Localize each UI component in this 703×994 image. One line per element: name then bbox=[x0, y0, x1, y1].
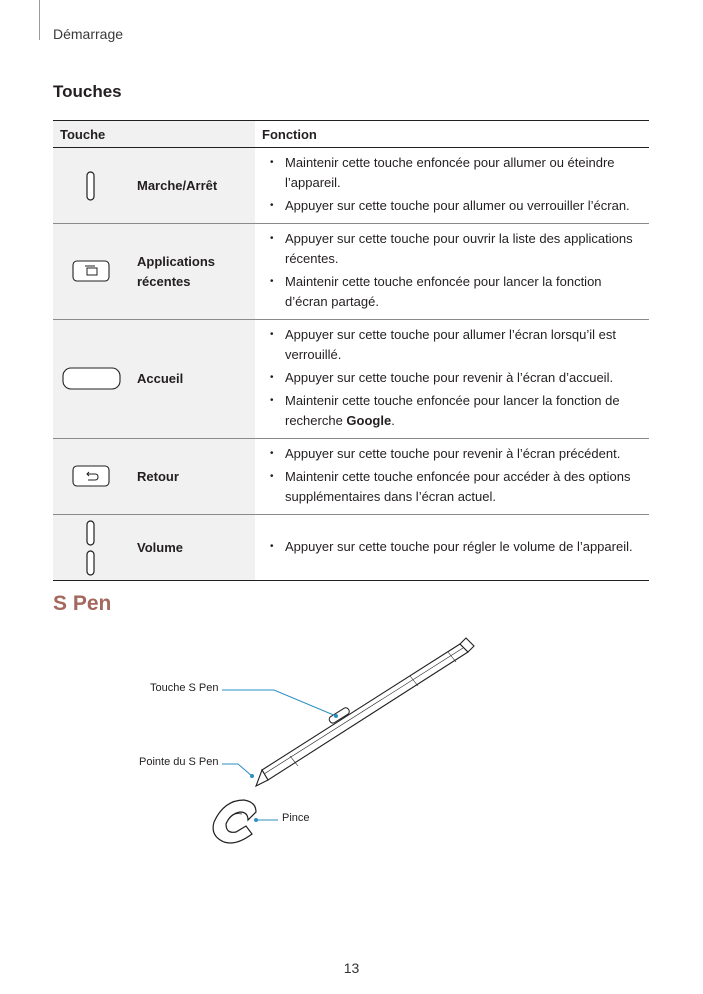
list-item: • Appuyer sur cette touche pour régler le volume de l’appareil. bbox=[269, 537, 639, 557]
key-icon-cell bbox=[53, 320, 129, 439]
header-rule bbox=[39, 0, 40, 40]
section-title-spen: S Pen bbox=[53, 592, 112, 615]
key-function bbox=[255, 320, 649, 439]
spen-clip-icon bbox=[213, 800, 256, 843]
callout-dot bbox=[250, 774, 254, 778]
table-row bbox=[53, 148, 649, 224]
list-item: • Appuyer sur cette touche pour allumer ou verrouiller l’écran. bbox=[269, 196, 639, 216]
list-item: • Appuyer sur cette touche pour revenir à l’écran précédent. bbox=[269, 444, 639, 464]
key-name: Applications récentes bbox=[129, 224, 255, 320]
list-item: • Maintenir cette touche enfoncée pour accéder à des options supplémentaires dans l’écran actuel. bbox=[269, 467, 639, 507]
key-function bbox=[255, 224, 649, 320]
key-function bbox=[255, 439, 649, 515]
callout-label-clip: Pince bbox=[282, 812, 310, 824]
key-icon-cell bbox=[53, 515, 129, 581]
recent-apps-key-icon bbox=[53, 252, 129, 292]
spen-illustration bbox=[0, 620, 703, 860]
page-number: 13 bbox=[343, 960, 360, 976]
list-item: • Maintenir cette touche enfoncée pour lancer la fonction d’écran partagé. bbox=[269, 272, 639, 312]
running-header: Démarrage bbox=[53, 26, 124, 42]
spen-body bbox=[256, 638, 474, 786]
callout-label-button: Touche S Pen bbox=[150, 682, 219, 694]
key-icon-cell bbox=[53, 148, 129, 224]
table-row bbox=[53, 224, 649, 320]
list-item: • Appuyer sur cette touche pour ouvrir la liste des applications récentes. bbox=[269, 229, 639, 269]
list-item: • Maintenir cette touche enfoncée pour allumer ou éteindre l’appareil. bbox=[269, 153, 639, 193]
key-name: Retour bbox=[129, 439, 255, 515]
column-header-function: Fonction bbox=[255, 121, 649, 148]
power-key-icon bbox=[53, 166, 129, 206]
key-icon-cell bbox=[53, 439, 129, 515]
key-function bbox=[255, 148, 649, 224]
section-title-touches: Touches bbox=[53, 82, 122, 101]
key-icon-cell bbox=[53, 224, 129, 320]
callout-label-tip: Pointe du S Pen bbox=[139, 756, 219, 768]
table-header-row bbox=[53, 121, 649, 148]
table-row bbox=[53, 320, 649, 439]
table-row bbox=[53, 515, 649, 581]
key-name: Volume bbox=[129, 515, 255, 581]
key-function bbox=[255, 515, 649, 581]
callout-dot bbox=[254, 818, 258, 822]
column-header-key: Touche bbox=[53, 121, 255, 148]
table-row bbox=[53, 439, 649, 515]
keys-table bbox=[53, 120, 649, 581]
list-item: • Appuyer sur cette touche pour allumer l’écran lorsqu’il est verrouillé. bbox=[269, 325, 639, 365]
home-key-icon bbox=[53, 359, 129, 399]
callout-dot bbox=[334, 714, 338, 718]
key-name: Accueil bbox=[129, 320, 255, 439]
list-item: • Maintenir cette touche enfoncée pour lancer la fonction de recherche Google. bbox=[269, 391, 639, 431]
list-item: • Appuyer sur cette touche pour revenir à l’écran d’accueil. bbox=[269, 368, 639, 388]
back-key-icon bbox=[53, 457, 129, 497]
key-name: Marche/Arrêt bbox=[129, 148, 255, 224]
volume-keys-icon bbox=[53, 517, 129, 579]
